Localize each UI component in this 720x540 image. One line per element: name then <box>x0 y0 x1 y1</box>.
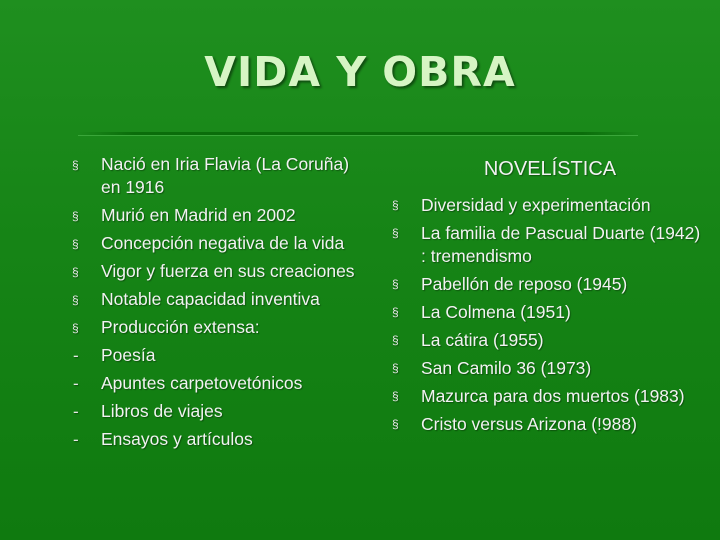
list-item-text: La cátira (1955) <box>421 330 544 350</box>
sub-list-item <box>72 400 362 423</box>
biography-column <box>72 153 362 456</box>
list-item-text: La familia de Pascual Duarte (1942) : tremendismo <box>421 223 701 266</box>
list-item <box>392 357 702 380</box>
bullet-marker: § <box>392 417 399 431</box>
dash-marker: - <box>73 346 79 365</box>
sub-list-item <box>72 428 362 451</box>
dash-marker: - <box>73 402 79 421</box>
bullet-marker: § <box>392 305 399 319</box>
list-item <box>392 413 702 436</box>
list-item <box>72 288 362 311</box>
bullet-marker: § <box>392 361 399 375</box>
list-item-text: Ensayos y artículos <box>101 429 253 449</box>
novels-column <box>392 158 702 441</box>
list-item <box>72 260 362 283</box>
list-item-text: La Colmena (1951) <box>421 302 571 322</box>
list-item-text: Diversidad y experimentación <box>421 195 651 215</box>
list-item <box>392 301 702 324</box>
bullet-marker: § <box>72 321 79 335</box>
list-item <box>72 232 362 255</box>
list-item <box>392 385 702 408</box>
list-item-text: Concepción negativa de la vida <box>101 233 345 253</box>
list-item-text: Murió en Madrid en 2002 <box>101 205 296 225</box>
list-item-text: Pabellón de reposo (1945) <box>421 274 628 294</box>
bullet-marker: § <box>72 158 79 172</box>
list-item-text: Apuntes carpetovetónicos <box>101 373 303 393</box>
bullet-marker: § <box>392 198 399 212</box>
list-item-text: Libros de viajes <box>101 401 223 421</box>
bullet-marker: § <box>392 389 399 403</box>
list-item-text: Nació en Iria Flavia (La Coruña) en 1916 <box>101 154 350 197</box>
biography-list <box>72 153 362 451</box>
list-item-text: San Camilo 36 (1973) <box>421 358 592 378</box>
list-item-text: Notable capacidad inventiva <box>101 289 320 309</box>
dash-marker: - <box>73 374 79 393</box>
bullet-marker: § <box>392 277 399 291</box>
list-item <box>392 273 702 296</box>
bullet-marker: § <box>72 209 79 223</box>
sub-list-item <box>72 372 362 395</box>
novels-heading: NOVELÍSTICA <box>483 158 617 180</box>
list-item-text: Producción extensa: <box>101 317 260 337</box>
list-item-text: Vigor y fuerza en sus creaciones <box>101 261 355 281</box>
bullet-marker: § <box>392 333 399 347</box>
list-item <box>72 153 362 199</box>
sub-list-item <box>72 344 362 367</box>
dash-marker: - <box>73 430 79 449</box>
list-item <box>72 316 362 339</box>
bullet-marker: § <box>72 293 79 307</box>
list-item <box>392 329 702 352</box>
list-item <box>392 194 702 217</box>
bullet-marker: § <box>72 265 79 279</box>
list-item-text: Cristo versus Arizona (!988) <box>421 414 637 434</box>
title-divider <box>78 132 638 135</box>
list-item-text: Mazurca para dos muertos (1983) <box>421 386 685 406</box>
list-item-text: Poesía <box>101 345 156 365</box>
list-item <box>392 222 702 268</box>
bullet-marker: § <box>72 237 79 251</box>
list-item <box>72 204 362 227</box>
slide-title: VIDA Y OBRA <box>204 48 516 96</box>
novels-list <box>392 194 702 436</box>
bullet-marker: § <box>392 226 399 240</box>
